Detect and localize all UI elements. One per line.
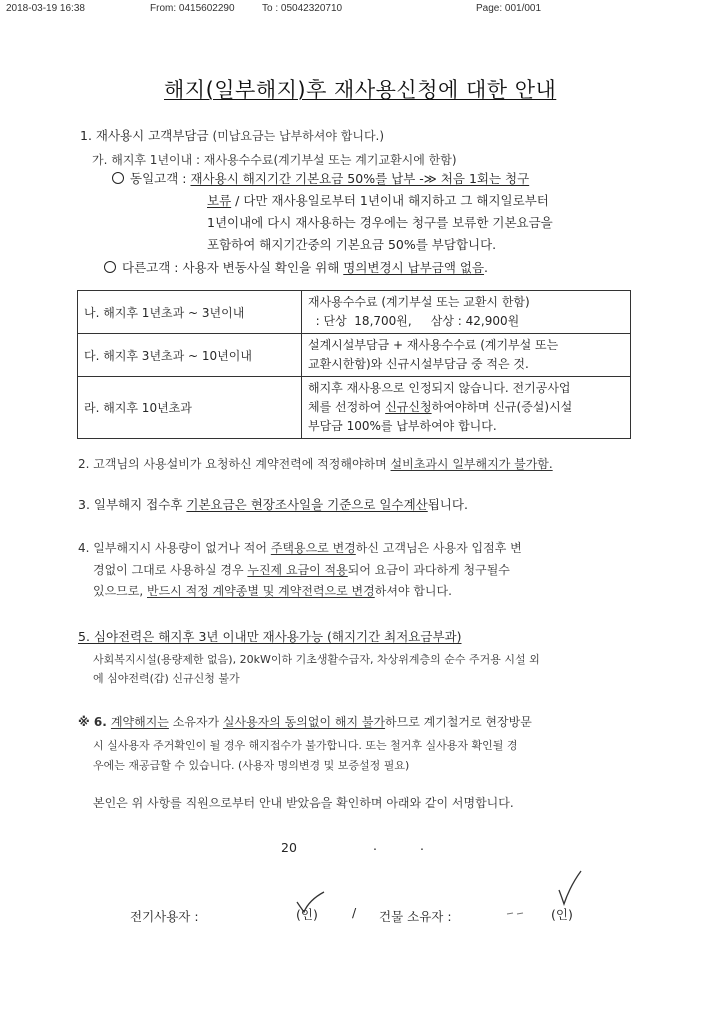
handwritten-check-mark-icon	[294, 888, 328, 918]
table-period-cell: 다. 해지후 3년초과 ~ 10년이내	[78, 334, 302, 377]
same-customer-hold: 보류	[207, 193, 232, 208]
item4-l1-underlined: 주택용으로 변경	[270, 541, 356, 555]
other-customer-label: 다른고객 : 사용자 변동사실 확인을 위해	[122, 260, 344, 275]
table-row	[78, 377, 631, 439]
fee-table	[77, 290, 631, 439]
table-detail-line	[308, 398, 624, 417]
section1-ga: 가. 해지후 1년이내 : 재사용수수료(계기부설 또는 계기교환시에 한함)	[92, 153, 457, 167]
table-detail-cell	[302, 334, 631, 377]
date-year: 20	[281, 840, 297, 855]
table-detail-line: 부담금 100%를 납부하여야 합니다.	[308, 419, 497, 433]
item6-underlined-2: 실사용자의 동의없이 해지 불가	[222, 715, 386, 729]
item5-heading	[78, 627, 461, 645]
item3-underlined: 기본요금은 현장조사일을 기준으로 일수계산	[186, 497, 428, 512]
owner-label: 건물 소유자 :	[379, 909, 452, 924]
same-customer-line1	[112, 168, 529, 190]
same-customer-line3: 1년이내에 다시 재사용하는 경우에는 청구를 보류한 기본요금을	[207, 215, 553, 230]
table-detail-line: 해지후 재사용으로 인정되지 않습니다. 전기공사업	[308, 381, 571, 395]
section1-heading	[80, 126, 384, 144]
circle-bullet-icon	[112, 172, 124, 184]
item4-line2	[93, 561, 510, 578]
same-customer-line4: 포함하여 해지기간중의 기본요금 50%를 부담합니다.	[207, 237, 497, 252]
table-row	[78, 291, 631, 334]
item6-line1	[78, 713, 532, 730]
other-customer-end: .	[484, 260, 489, 275]
table-detail-underlined: 신규신청	[385, 400, 432, 414]
item6-mid: 소유자가	[168, 715, 223, 729]
table-detail-line: 설계시설부담금 + 재사용수수료 (계기부설 또는	[308, 338, 559, 352]
document-title-text: 해지(일부해지)후 재사용신청에 대한 안내	[164, 78, 557, 102]
confirmation-text: 본인은 위 사항를 직원으로부터 안내 받았음을 확인하며 아래와 같이 서명합니다.	[93, 796, 514, 810]
section1-heading-text: 1. 재사용시 고객부담금	[80, 128, 213, 143]
item4-l2-post: 되어 요금이 과다하게 청구될수	[347, 563, 510, 577]
item5-heading-text: 5. 심야전력은 해지후 3년 이내만 재사용가능 (해지기간 최저요금부과)	[78, 629, 462, 644]
handwritten-check-mark-icon	[555, 868, 585, 910]
table-detail-cell	[302, 291, 631, 334]
item5-line1: 사회복지시설(용량제한 없음), 20kW이하 기초생활수급자, 차상위계층의 순수 주거용 시설 외	[93, 653, 540, 666]
user-seal: (인)	[296, 907, 318, 922]
table-row	[78, 334, 631, 377]
fax-to: To : 05042320710	[262, 3, 343, 14]
item4-line3	[93, 582, 452, 599]
circle-bullet-icon	[104, 261, 116, 273]
item4-l2-pre: 경없이 그대로 사용하실 경우	[93, 563, 248, 577]
item6-pre: ※ 6.	[78, 715, 111, 729]
date-dot-1: .	[373, 838, 377, 853]
item2-text: 2. 고객님의 사용설비가 요청하신 계약전력에 적정해야하며	[78, 457, 391, 471]
item3-pre: 3. 일부해지 접수후	[78, 497, 187, 512]
item4-l3-underlined: 반드시 적정 계약종별 및 계약전력으로 변경	[147, 584, 375, 598]
item2	[78, 455, 553, 472]
table-detail-line: 재사용수수료 (계기부설 또는 교환시 한함)	[308, 295, 530, 309]
scribble-icon	[505, 908, 525, 918]
other-customer-underlined: 명의변경시 납부금액 없음	[343, 260, 485, 275]
table-detail-fragment: 체를 선정하여	[308, 400, 386, 414]
user-label: 전기사용자 :	[130, 909, 199, 924]
other-customer-line	[104, 257, 488, 279]
item4-l3-pre: 있으므로,	[93, 584, 147, 598]
signature-slash: /	[352, 905, 357, 920]
item3	[78, 495, 468, 513]
fax-datetime: 2018-03-19 16:38	[6, 3, 85, 14]
item6-underlined-1: 계약해지는	[110, 715, 169, 729]
item3-post: 됩니다.	[427, 497, 468, 512]
item4-l3-post: 하셔야 합니다.	[374, 584, 452, 598]
item6-line3: 우에는 재공급할 수 있습니다. (사용자 명의변경 및 보증설정 필요)	[93, 759, 410, 772]
table-period-cell: 나. 해지후 1년초과 ~ 3년이내	[78, 291, 302, 334]
item6-post: 하므로 계기철거로 현장방문	[385, 715, 532, 729]
table-detail-cell	[302, 377, 631, 439]
item4-l1-pre: 4. 일부해지시 사용량이 없거나 적어	[78, 541, 271, 555]
same-customer-underlined: 재사용시 해지기간 기본요금 50%를 납부 -≫ 처음 1회는 청구	[190, 171, 530, 186]
table-detail-line: 교환시한함)와 신규시설부담금 중 적은 것.	[308, 357, 529, 371]
table-period-cell: 라. 해지후 10년초과	[78, 377, 302, 439]
item2-underlined: 설비초과시 일부해지가 불가함.	[390, 457, 553, 471]
item5-line2: 에 심야전력(갑) 신규신청 불가	[93, 672, 240, 685]
date-dot-2: .	[420, 838, 424, 853]
item4-l2-underlined: 누진제 요금이 적용	[247, 563, 348, 577]
same-customer-rest: / 다만 재사용일로부터 1년이내 해지하고 그 해지일로부터	[231, 193, 549, 208]
section1-heading-note: (미납요금는 납부하셔야 합니다.)	[212, 129, 385, 143]
table-detail-line: : 단상 18,700원, 삼상 : 42,900원	[308, 314, 520, 328]
item6-line2: 시 실사용자 주거확인이 될 경우 해지접수가 불가합니다. 또는 철거후 실사용자 확인될 경	[93, 739, 518, 752]
item4-l1-post: 하신 고객님은 사용자 입점후 변	[355, 541, 522, 555]
document-title	[164, 74, 556, 104]
fax-page: Page: 001/001	[476, 3, 542, 14]
table-detail-fragment: 하여야하며 신규(증설)시설	[431, 400, 573, 414]
same-customer-line2	[207, 190, 549, 212]
fax-from: From: 0415602290	[150, 3, 235, 14]
item4-line1	[78, 539, 522, 556]
owner-seal: (인)	[551, 907, 573, 922]
same-customer-label: 동일고객 :	[130, 171, 191, 186]
